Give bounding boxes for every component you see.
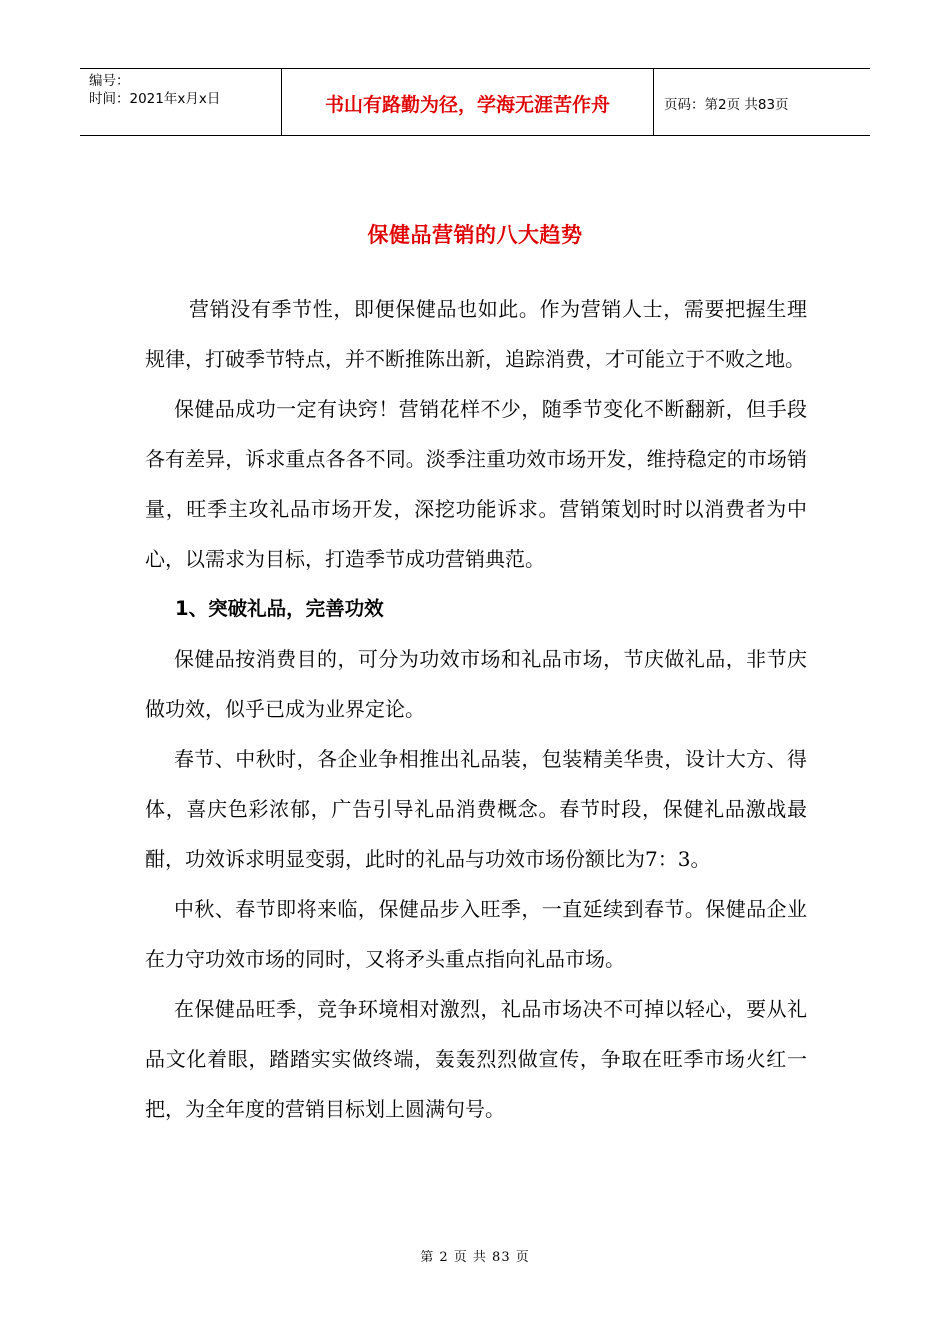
section-heading: 1、突破礼品，完善功效 [175, 597, 384, 620]
paragraph-festivals: 春节、中秋时，各企业争相推出礼品装，包装精美华贵，设计大方、得体，喜庆色彩浓郁，广告引导礼品消费概念。春节时段，保健礼品激战最酣，功效诉求明显变弱，此时的礼品与功效市场份额比为7：3。 [145, 747, 807, 871]
motto-text: 书山有路勤为径，学海无涯苦作舟 [324, 94, 610, 116]
document-header [80, 68, 870, 136]
header-meta-cell [80, 69, 282, 135]
number-label: 编号： [89, 73, 130, 89]
document-title: 保健品营销的八大趋势 [367, 223, 583, 247]
page-info: 页码：第2页 共83页 [664, 96, 789, 113]
paragraph-markets: 保健品按消费目的，可分为功效市场和礼品市场，节庆做礼品，非节庆做功效，似乎已成为业界定论。 [145, 647, 807, 721]
paragraph-intro: 营销没有季节性，即便保健品也如此。作为营销人士，需要把握生理规律，打破季节特点，并不断推陈出新，追踪消费，才可能立于不败之地。 [145, 297, 807, 371]
paragraph-secret: 保健品成功一定有诀窍！营销花样不少，随季节变化不断翻新，但手段各有差异，诉求重点各各不同。淡季注重功效市场开发，维持稳定的市场销量，旺季主攻礼品市场开发，深挖功能诉求。营销策划时时以消费者为中心，以需求为目标，打造季节成功营销典范。 [145, 397, 807, 571]
header-page-cell [654, 69, 870, 135]
document-body [145, 284, 807, 1134]
paragraph-competition: 在保健品旺季，竞争环境相对激烈，礼品市场决不可掉以轻心，要从礼品文化着眼，踏踏实实做终端，轰轰烈烈做宣传，争取在旺季市场火红一把，为全年度的营销目标划上圆满句号。 [145, 997, 807, 1121]
paragraph-peak-season: 中秋、春节即将来临，保健品步入旺季，一直延续到春节。保健品企业在力守功效市场的同时，又将矛头重点指向礼品市场。 [145, 897, 807, 971]
time-label: 时间：2021年x月x日 [89, 91, 221, 107]
header-motto-cell [282, 69, 654, 135]
page-footer: 第 2 页 共 83 页 [420, 1250, 530, 1265]
